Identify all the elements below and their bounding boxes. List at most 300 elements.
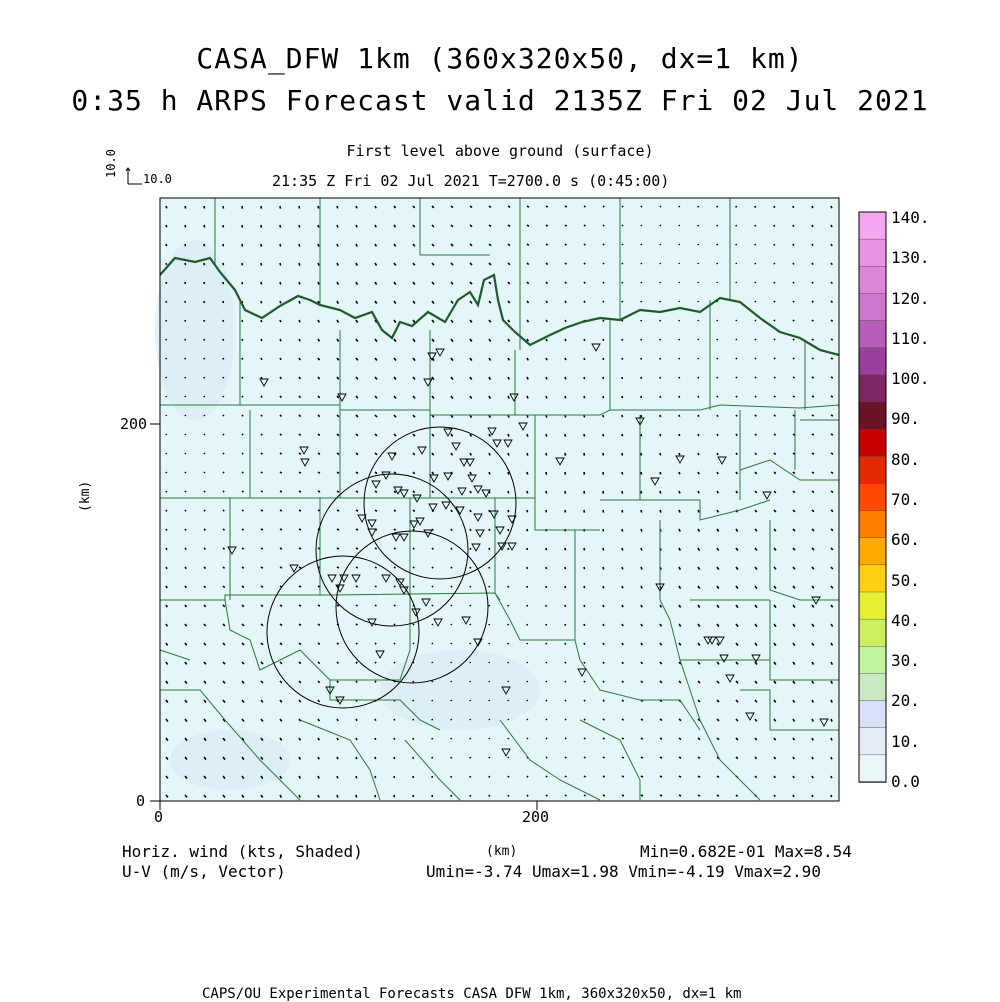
wind-vector (375, 643, 376, 644)
wind-vector (318, 244, 319, 247)
wind-vector (603, 377, 604, 379)
wind-vector (831, 415, 833, 416)
wind-vector (185, 244, 186, 246)
wind-vector (280, 491, 282, 492)
wind-vector (565, 282, 566, 284)
wind-vector (242, 415, 243, 416)
wind-vector (356, 719, 357, 721)
wind-vector (356, 529, 358, 530)
wind-vector (622, 605, 623, 607)
wind-vector (223, 358, 224, 360)
wind-vector (508, 434, 509, 437)
wind-vector (698, 396, 699, 398)
wind-vector (337, 605, 339, 606)
wind-vector (204, 548, 205, 549)
wind-vector (641, 320, 642, 321)
wind-vector (717, 339, 718, 340)
wind-vector (299, 206, 300, 209)
wind-vector (508, 548, 509, 550)
wind-vector (698, 776, 700, 777)
min-max-text: Min=0.682E-01 Max=8.54 (640, 842, 852, 861)
wind-vector (242, 282, 243, 284)
wind-vector (470, 491, 471, 493)
wind-vector (546, 206, 548, 207)
wind-vector (527, 510, 528, 512)
wind-vector (812, 415, 814, 416)
wind-vector (261, 358, 262, 360)
wind-vector (242, 358, 243, 360)
wind-vector (793, 244, 794, 246)
wind-vector (527, 225, 529, 226)
wind-vector (223, 510, 224, 511)
wind-vector (223, 453, 224, 454)
wind-vector (755, 244, 756, 245)
wind-vector (641, 548, 642, 551)
wind-vector (432, 567, 433, 568)
wind-vector (280, 453, 282, 454)
wind-vector (641, 738, 643, 739)
wind-vector (261, 548, 263, 549)
wind-vector (565, 377, 566, 379)
wind-vector (584, 662, 585, 663)
colorbar-segment (859, 321, 886, 349)
wind-vector (774, 225, 775, 227)
wind-vector (508, 700, 509, 701)
wind-vector (831, 719, 832, 722)
wind-vector (318, 624, 320, 625)
wind-vector (774, 377, 775, 378)
wind-vector (280, 339, 281, 341)
wind-vector (204, 206, 205, 209)
wind-vector (793, 377, 795, 378)
wind-vector (584, 567, 585, 569)
wind-vector (337, 263, 338, 266)
wind-vector (565, 263, 566, 264)
wind-vector (356, 510, 358, 511)
wind-vector (546, 453, 547, 456)
wind-vector (565, 396, 566, 398)
wind-vector (717, 415, 718, 417)
wind-vector (812, 377, 814, 378)
wind-vector (489, 605, 490, 606)
wind-vector (470, 548, 471, 550)
wind-vector (622, 757, 624, 758)
wind-vector (280, 415, 281, 416)
wind-vector (622, 624, 623, 626)
colorbar-segment (859, 429, 886, 457)
wind-vector (831, 206, 832, 208)
wind-vector (261, 320, 262, 322)
wind-vector (413, 624, 414, 625)
wind-vector (299, 282, 300, 285)
colorbar (859, 212, 886, 783)
wind-vector (679, 377, 680, 379)
wind-vector (831, 453, 833, 454)
wind-vector (831, 434, 833, 435)
credit-text: CAPS/OU Experimental Forecasts CASA DFW 1km, 360x320x50, dx=1 km (202, 986, 741, 1002)
wind-vector (508, 453, 509, 456)
wind-vector (679, 757, 681, 758)
wind-vector (242, 396, 243, 397)
wind-vector (318, 757, 319, 759)
wind-vector (280, 225, 281, 228)
wind-vector (641, 529, 642, 532)
wind-vector (793, 301, 794, 302)
wind-vector (375, 491, 377, 492)
colorbar-tick-label: 90. (891, 409, 920, 428)
wind-vector (812, 795, 813, 797)
wind-vector (375, 738, 376, 740)
wind-vector (831, 263, 832, 265)
wind-vector (280, 510, 282, 511)
wind-vector (641, 225, 642, 226)
wind-vector (413, 586, 414, 587)
wind-vector (280, 282, 281, 285)
wind-vector (470, 586, 471, 587)
wind-vector (299, 415, 301, 417)
wind-vector (508, 529, 509, 531)
wind-vector (679, 795, 681, 796)
wind-vector (546, 738, 547, 739)
wind-vector (394, 548, 396, 549)
wind-vector (546, 377, 547, 379)
wind-vector (565, 662, 566, 663)
wind-vector (774, 795, 775, 797)
wind-vector (546, 776, 547, 777)
wind-vector (299, 434, 301, 435)
wind-vector (679, 529, 680, 532)
wind-vector (166, 453, 167, 454)
wind-vector (736, 472, 737, 474)
wind-vector (603, 567, 604, 569)
wind-vector (261, 396, 262, 398)
wind-vector (584, 700, 585, 701)
wind-vector (451, 510, 452, 512)
wind-vector (337, 491, 339, 492)
colorbar-tick-label: 70. (891, 490, 920, 509)
colorbar-segment (859, 402, 886, 430)
wind-vector (641, 472, 642, 475)
wind-vector (280, 434, 282, 435)
wind-vector (261, 377, 262, 379)
wind-vector (337, 757, 338, 759)
wind-vector (223, 396, 224, 397)
wind-vector (831, 377, 833, 378)
wind-vector (508, 206, 510, 207)
shade-region (380, 650, 540, 730)
wind-vector (223, 434, 224, 435)
wind-vector (546, 358, 547, 360)
wind-vector (356, 643, 357, 644)
wind-vector (451, 586, 452, 587)
wind-vector (223, 320, 224, 322)
wind-vector (451, 567, 452, 568)
wind-vector (280, 377, 281, 379)
wind-vector (337, 738, 338, 740)
wind-vector (394, 776, 395, 778)
wind-vector (204, 434, 205, 435)
wind-vector (736, 795, 738, 796)
wind-vector (584, 681, 585, 682)
wind-vector (603, 529, 604, 532)
wind-vector (622, 491, 623, 494)
wind-vector (242, 491, 243, 492)
vector-ref-horizontal: 10.0 (143, 172, 172, 186)
wind-vector (185, 586, 186, 588)
wind-vector (565, 434, 566, 437)
colorbar-segment (859, 646, 886, 674)
wind-vector (356, 567, 358, 568)
wind-vector (527, 377, 528, 380)
wind-vector (166, 510, 167, 511)
wind-vector (603, 586, 604, 588)
wind-vector (565, 757, 566, 758)
colorbar-tick-label: 60. (891, 530, 920, 549)
wind-vector (603, 548, 604, 551)
wind-vector (432, 643, 433, 644)
title-line-2: 0:35 h ARPS Forecast valid 2135Z Fri 02 Jul 2021 (0, 84, 1000, 117)
wind-vector (641, 282, 642, 283)
wind-vector (831, 757, 832, 759)
colorbar-tick-label: 80. (891, 450, 920, 469)
wind-vector (736, 453, 737, 455)
wind-vector (242, 377, 243, 379)
wind-vector (356, 624, 358, 625)
wind-vector (622, 681, 623, 683)
wind-vector (831, 396, 833, 397)
wind-vector (812, 358, 814, 359)
wind-vector (470, 643, 471, 644)
wind-vector (831, 358, 833, 359)
wind-vector (451, 548, 452, 550)
wind-vector (489, 472, 490, 474)
wind-vector (603, 396, 604, 398)
wind-vector (584, 377, 585, 379)
wind-vector (565, 225, 567, 226)
wind-vector (546, 244, 548, 245)
wind-vector (299, 586, 301, 587)
wind-vector (755, 301, 756, 302)
colorbar-segment (859, 212, 886, 240)
wind-vector (337, 643, 339, 644)
wind-vector (717, 453, 718, 455)
wind-vector (242, 320, 243, 322)
wind-vector (622, 301, 623, 302)
wind-vector (527, 453, 528, 456)
wind-vector (470, 472, 471, 474)
wind-vector (774, 396, 775, 397)
wind-vector (831, 282, 832, 284)
wind-vector (584, 548, 585, 550)
wind-vector (584, 282, 585, 283)
wind-vector (318, 206, 319, 209)
x-tick-label-200: 200 (522, 808, 549, 826)
wind-vector (641, 624, 642, 626)
wind-vector (375, 681, 376, 682)
wind-vector (337, 776, 338, 778)
wind-vector (413, 738, 414, 740)
wind-vector (641, 263, 642, 264)
wind-vector (451, 643, 452, 644)
y-tick-label-200: 200 (120, 415, 147, 433)
wind-vector (451, 795, 452, 797)
wind-vector (432, 700, 433, 701)
field-name: Horiz. wind (kts, Shaded) (122, 842, 363, 861)
wind-vector (603, 681, 604, 682)
wind-vector (261, 434, 262, 435)
wind-vector (451, 529, 452, 531)
wind-vector (299, 472, 301, 473)
wind-vector (546, 434, 547, 437)
wind-vector (793, 358, 794, 359)
level-subtitle: First level above ground (surface) (0, 142, 1000, 160)
wind-vector (470, 757, 471, 758)
wind-vector (451, 491, 452, 493)
wind-vector (527, 472, 528, 475)
wind-vector (489, 453, 490, 456)
wind-vector (337, 567, 339, 568)
wind-vector (679, 472, 680, 474)
wind-vector (546, 719, 547, 720)
vector-name: U-V (m/s, Vector) (122, 862, 286, 881)
wind-vector (280, 263, 281, 266)
wind-vector (565, 643, 566, 645)
wind-vector (774, 301, 775, 302)
wind-vector (375, 225, 376, 227)
shade-region (170, 730, 290, 790)
wind-vector (185, 396, 186, 397)
wind-vector (622, 320, 623, 321)
wind-vector (641, 206, 642, 207)
wind-vector (432, 624, 433, 625)
wind-vector (337, 795, 338, 798)
wind-vector (413, 643, 414, 644)
wind-vector (489, 529, 490, 531)
wind-vector (622, 244, 623, 245)
wind-vector (603, 263, 604, 264)
wind-vector (299, 225, 300, 228)
wind-vector (831, 795, 832, 797)
colorbar-segment (859, 348, 886, 376)
wind-vector (679, 776, 681, 777)
wind-vector (603, 282, 604, 283)
wind-vector (774, 358, 775, 359)
wind-vector (603, 206, 604, 207)
wind-vector (413, 567, 414, 568)
wind-vector (698, 795, 700, 796)
wind-vector (736, 263, 737, 264)
wind-vector (527, 776, 528, 777)
wind-vector (774, 282, 775, 283)
wind-vector (679, 206, 680, 207)
wind-vector (584, 358, 585, 360)
wind-vector (470, 624, 471, 625)
wind-vector (451, 624, 452, 625)
colorbar-segment (859, 293, 886, 321)
wind-vector (223, 491, 224, 492)
wind-vector (185, 206, 186, 209)
wind-vector (736, 358, 737, 359)
wind-vector (261, 415, 262, 416)
wind-vector (261, 510, 263, 511)
wind-vector (565, 206, 567, 207)
wind-vector (508, 472, 509, 475)
colorbar-segment (859, 538, 886, 566)
wind-vector (565, 320, 566, 322)
wind-vector (812, 757, 813, 759)
wind-vector (603, 225, 604, 226)
wind-vector (641, 510, 642, 513)
wind-vector (755, 263, 756, 264)
colorbar-tick-label: 100. (891, 369, 930, 388)
wind-vector (546, 491, 547, 494)
wind-vector (261, 244, 262, 247)
wind-vector (489, 548, 490, 550)
wind-vector (546, 795, 547, 796)
wind-vector (812, 339, 814, 340)
wind-vector (698, 339, 699, 340)
wind-vector (622, 586, 623, 588)
wind-vector (261, 472, 263, 473)
wind-vector (204, 491, 205, 492)
wind-vector (660, 244, 661, 245)
colorbar-segment (859, 619, 886, 647)
wind-vector (394, 586, 395, 587)
wind-vector (299, 301, 300, 304)
wind-vector (318, 282, 319, 285)
wind-vector (394, 662, 395, 663)
wind-vector (717, 776, 719, 777)
wind-vector (660, 282, 661, 283)
wind-vector (793, 206, 794, 208)
wind-vector (546, 301, 547, 303)
wind-vector (508, 719, 509, 720)
wind-vector (698, 358, 699, 359)
wind-vector (337, 206, 338, 208)
wind-vector (375, 548, 377, 549)
colorbar-tick-label: 120. (891, 289, 930, 308)
wind-vector (223, 548, 225, 549)
wind-vector (185, 472, 186, 473)
wind-vector (242, 339, 243, 341)
wind-vector (641, 567, 642, 570)
wind-vector (641, 719, 643, 720)
wind-vector (508, 510, 509, 512)
wind-vector (318, 776, 319, 779)
wind-vector (546, 472, 547, 475)
wind-vector (394, 719, 395, 721)
wind-vector (584, 263, 585, 264)
wind-vector (584, 738, 585, 739)
wind-vector (356, 491, 358, 492)
wind-vector (356, 738, 357, 740)
wind-vector (793, 396, 795, 397)
wind-vector (223, 567, 225, 568)
wind-vector (527, 738, 528, 739)
wind-vector (413, 510, 415, 512)
wind-vector (280, 529, 282, 530)
wind-vector (166, 206, 167, 208)
wind-vector (166, 225, 167, 227)
uv-range-text: Umin=-3.74 Umax=1.98 Vmin=-4.19 Vmax=2.90 (426, 862, 821, 881)
wind-vector (565, 700, 566, 701)
wind-vector (736, 434, 737, 436)
wind-vector (166, 605, 167, 607)
wind-vector (698, 415, 699, 417)
wind-vector (527, 491, 528, 493)
wind-vector (318, 643, 320, 644)
colorbar-segment (859, 239, 886, 267)
